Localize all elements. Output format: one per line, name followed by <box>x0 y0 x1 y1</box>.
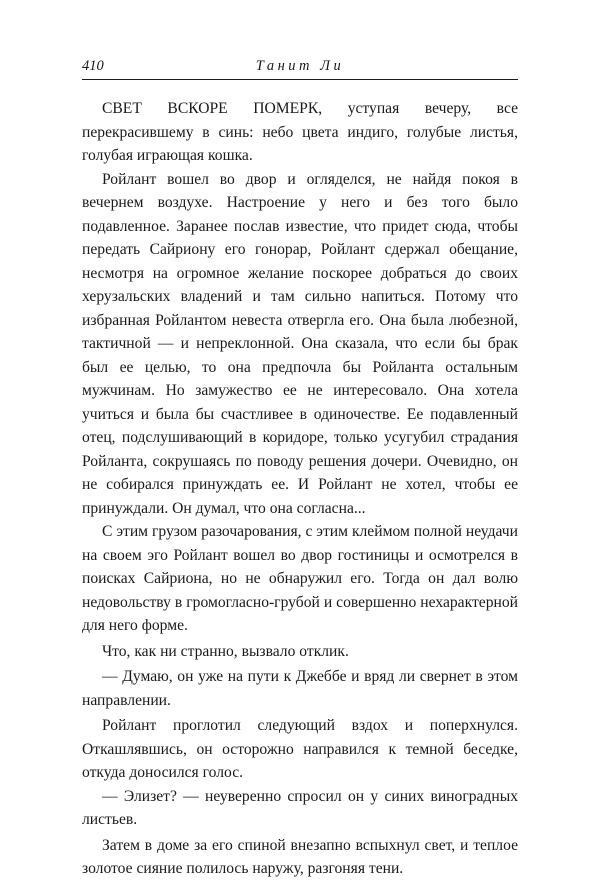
paragraph-4: Что, как ни странно, вызвало отклик. <box>102 642 349 660</box>
paragraph-5: — Думаю, он уже на пути к Джеббе и вряд ли свернет в этом направлении. <box>82 668 518 709</box>
paragraph-3: С этим грузом разочарования, с этим клеймом полной неудачи на своем эго Ройлант вошел во двор гостиницы и осмотрелся в поисках Сайриона, но не обнаружил его. Тогда он дал волю недовольству в громогласно-грубой и совершенно нехарактерной для него форме. <box>82 523 518 634</box>
paragraph-7: — Элизет? — неуверенно спросил он у синих виноградных листьев. <box>82 787 518 828</box>
page-number: 410 <box>82 58 104 74</box>
running-header <box>82 58 518 80</box>
paragraph-6: Ройлант проглотил следующий вздох и поперхнулся. Откашлявшись, он осторожно направился к темной беседке, откуда доносился голос. <box>82 717 518 781</box>
book-author-header: Танит Ли <box>255 58 345 74</box>
paragraph-8: Затем в доме за его спиной внезапно вспыхнул свет, и теплое золотое сияние полилось наружу, разгоняя тени. <box>82 836 518 877</box>
paragraph-2: Ройлант вошел во двор и огляделся, не найдя покоя в вечернем воздухе. Настроение у него и без того было подавленное. Заранее послав известие, что придет сюда, чтобы передать Сайриону его гонорар, Ройлант сдержал обещание, несмотря на огромное желание поскорее добраться до своих херузальских владений и там сильно напиться. Потому что избранная Ройлантом невеста отвергла его. Она была любезной, тактичной — и непреклонной. Она сказала, что если бы брак был ее целью, то она предпочла бы Ройланта остальным мужчинам. Но замужество ее не интересовало. Она хотела учиться и была бы счастливее в одиночестве. Ее подавленный отец, подслушивающий в коридоре, только усугубил страдания Ройланта, сокрушаясь по поводу решения дочери. Очевидно, он не собирался принуждать ее. И Ройлант не хотел, чтобы ее принуждали. Он думал, что она согласна... <box>82 170 518 517</box>
page-body <box>82 97 518 881</box>
paragraph-1: СВЕТ ВСКОРЕ ПОМЕРК, уступая вечеру, все перекрасившему в синь: небо цвета индиго, голубые листья, голубая играющая кошка. <box>82 100 518 164</box>
header-rule <box>82 79 518 80</box>
